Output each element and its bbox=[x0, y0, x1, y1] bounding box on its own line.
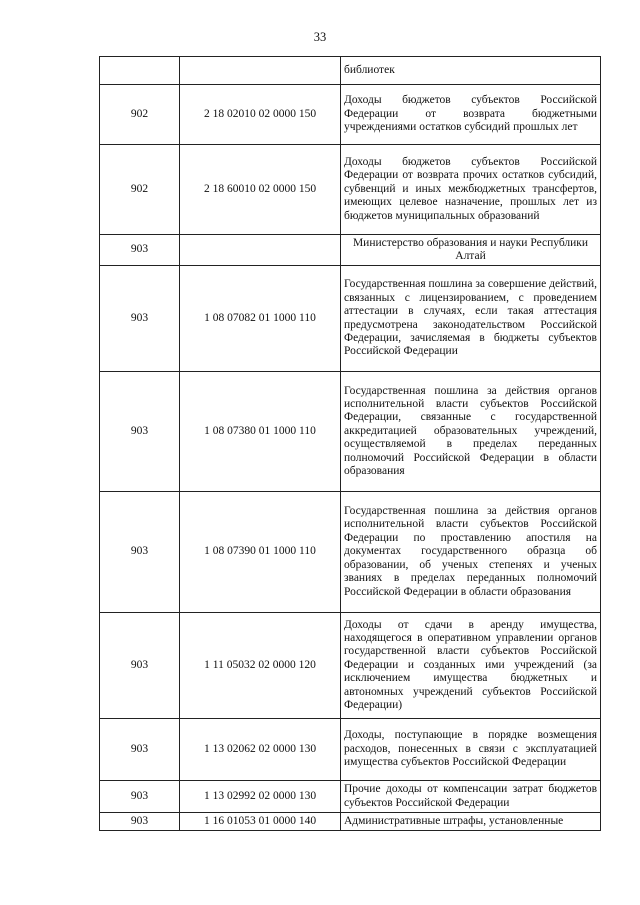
revenue-codes-table bbox=[99, 56, 601, 831]
description-cell: Административные штрафы, установленные bbox=[341, 813, 601, 831]
description-cell: библиотек bbox=[341, 57, 601, 85]
revenue-code-cell: 1 08 07390 01 1000 110 bbox=[180, 492, 341, 613]
ministry-heading-cell: Министерство образования и науки Республики Алтай bbox=[341, 235, 601, 266]
admin-code-cell: 903 bbox=[100, 613, 180, 719]
table-row bbox=[100, 85, 601, 145]
revenue-code-cell: 1 13 02062 02 0000 130 bbox=[180, 719, 341, 781]
table-row bbox=[100, 372, 601, 492]
description-cell: Государственная пошлина за действия органов исполнительной власти субъектов Российской Федерации по проставлению апостиля на документах государственного образца об образовании, об ученых степенях и ученых званиях в пределах переданных полномочий Российской Федерации в области образования bbox=[341, 492, 601, 613]
table-row bbox=[100, 57, 601, 85]
admin-code-cell: 903 bbox=[100, 266, 180, 372]
page-number: 33 bbox=[313, 30, 327, 44]
revenue-code-cell: 1 08 07380 01 1000 110 bbox=[180, 372, 341, 492]
description-cell: Прочие доходы от компенсации затрат бюджетов субъектов Российской Федерации bbox=[341, 781, 601, 813]
revenue-code-cell: 1 11 05032 02 0000 120 bbox=[180, 613, 341, 719]
admin-code-cell: 902 bbox=[100, 85, 180, 145]
description-cell: Государственная пошлина за действия органов исполнительной власти субъектов Российской Федерации, связанные с государственной аккредитацией образовательных учреждений, осуществляемой в пределах переданных полномочий Российской Федерации в области образования bbox=[341, 372, 601, 492]
admin-code-cell bbox=[100, 57, 180, 85]
description-cell: Государственная пошлина за совершение действий, связанных с лицензированием, с проведением аттестации в случаях, если такая аттестация предусмотрена законодательством Российской Федерации, зачисляемая в бюджеты субъектов Российской Федерации bbox=[341, 266, 601, 372]
table-row bbox=[100, 781, 601, 813]
revenue-code-cell: 2 18 02010 02 0000 150 bbox=[180, 85, 341, 145]
admin-code-cell: 903 bbox=[100, 781, 180, 813]
revenue-code-cell: 2 18 60010 02 0000 150 bbox=[180, 145, 341, 235]
admin-code-cell: 903 bbox=[100, 492, 180, 613]
admin-code-cell: 903 bbox=[100, 813, 180, 831]
admin-code-cell: 903 bbox=[100, 235, 180, 266]
table-row bbox=[100, 235, 601, 266]
table-row bbox=[100, 145, 601, 235]
revenue-code-cell bbox=[180, 57, 341, 85]
table-row bbox=[100, 492, 601, 613]
revenue-code-cell: 1 16 01053 01 0000 140 bbox=[180, 813, 341, 831]
admin-code-cell: 903 bbox=[100, 372, 180, 492]
revenue-code-cell bbox=[180, 235, 341, 266]
admin-code-cell: 902 bbox=[100, 145, 180, 235]
description-cell: Доходы от сдачи в аренду имущества, находящегося в оперативном управлении органов государственной власти субъектов Российской Федерации и созданных ими учреждений (за исключением имущества бюджетных и автономных учреждений субъектов Российской Федерации) bbox=[341, 613, 601, 719]
revenue-code-cell: 1 13 02992 02 0000 130 bbox=[180, 781, 341, 813]
description-cell: Доходы бюджетов субъектов Российской Федерации от возврата прочих остатков субсидий, субвенций и иных межбюджетных трансфертов, имеющих целевое назначение, прошлых лет из бюджетов муниципальных образований bbox=[341, 145, 601, 235]
description-cell: Доходы бюджетов субъектов Российской Федерации от возврата бюджетными учреждениями остатков субсидий прошлых лет bbox=[341, 85, 601, 145]
table-row bbox=[100, 813, 601, 831]
admin-code-cell: 903 bbox=[100, 719, 180, 781]
table-row bbox=[100, 613, 601, 719]
table-row bbox=[100, 266, 601, 372]
description-cell: Доходы, поступающие в порядке возмещения расходов, понесенных в связи с эксплуатацией имущества субъектов Российской Федерации bbox=[341, 719, 601, 781]
table-row bbox=[100, 719, 601, 781]
revenue-code-cell: 1 08 07082 01 1000 110 bbox=[180, 266, 341, 372]
